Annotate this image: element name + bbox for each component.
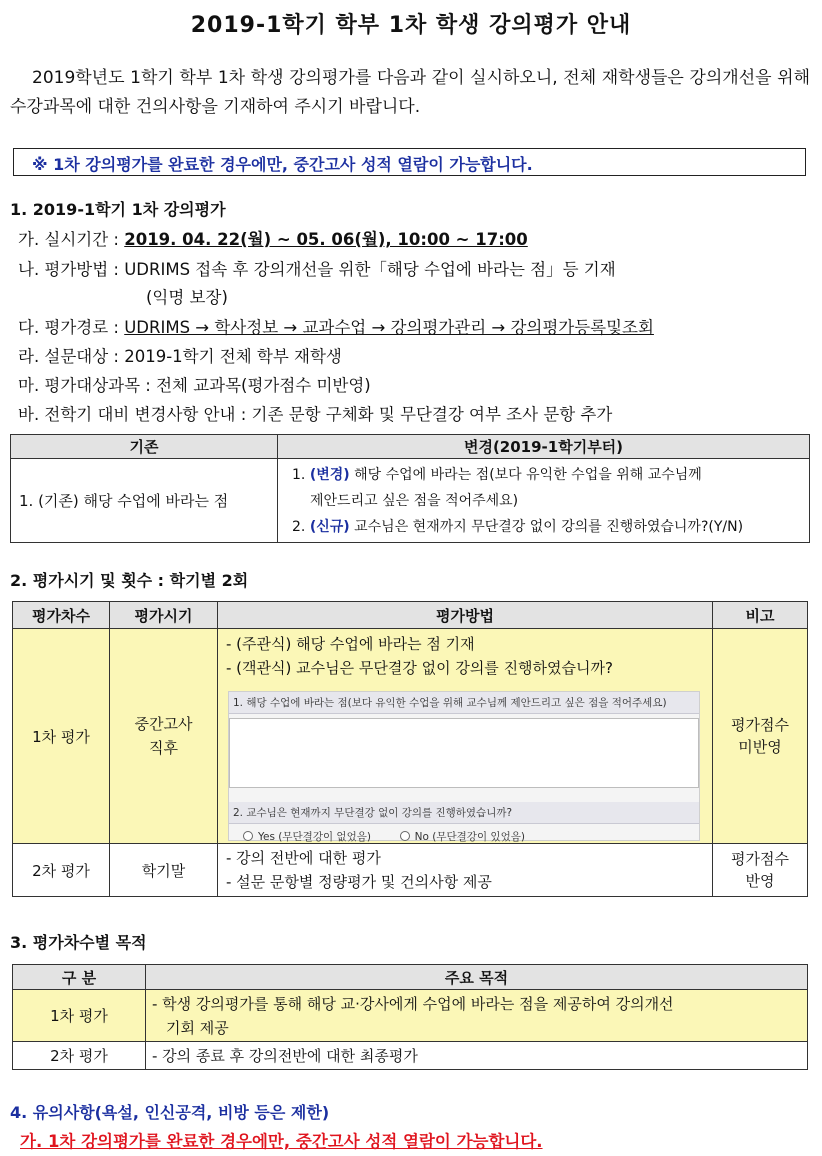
notice-text: ※ 1차 강의평가를 완료한 경우에만, 중간고사 성적 열람이 가능합니다.: [32, 155, 533, 174]
period-value: 2019. 04. 22(월) ~ 05. 06(월), 10:00 ~ 17:00: [124, 230, 528, 249]
radio-yes-icon: [243, 831, 253, 841]
row2-timing: 학기말: [110, 844, 218, 897]
route-label: 다. 평가경로 :: [18, 318, 125, 337]
mock-yes: Yes (무단결강이 없었음): [258, 831, 371, 843]
section4-item: 가. 1차 강의평가를 완료한 경우에만, 중간고사 성적 열람이 가능합니다.: [20, 1132, 543, 1151]
section1-heading: 1. 2019-1학기 1차 강의평가: [10, 200, 226, 219]
purpose-header-category: 구 분: [13, 965, 146, 990]
old-item: 1. (기존) 해당 수업에 바라는 점: [19, 492, 229, 510]
schedule-header-timing: 평가시기: [110, 602, 218, 629]
row2-order: 2차 평가: [13, 844, 110, 897]
purpose-row2-text: - 강의 종료 후 강의전반에 대한 최종평가: [146, 1042, 808, 1070]
section4-heading: 4. 유의사항(욕설, 인신공격, 비방 등은 제한): [10, 1103, 330, 1122]
period-label: 가. 실시기간 :: [18, 230, 125, 249]
method-item: [18, 256, 616, 280]
new-item-1-cont: 제안드리고 싶은 점을 적어주세요): [310, 492, 519, 509]
change-table-new-cell: [278, 459, 810, 543]
change-table: [10, 434, 810, 543]
change-item: 바. 전학기 대비 변경사항 안내 : 기존 문항 구체화 및 무단결강 여부 조사 문항 추가: [18, 405, 613, 424]
page-title: 2019-1학기 학부 1차 학생 강의평가 안내: [190, 13, 632, 38]
schedule-header-method: 평가방법: [218, 602, 713, 629]
purpose-row1-label: 1차 평가: [13, 990, 146, 1042]
mock-textarea: [229, 718, 699, 788]
purpose-table: [12, 964, 808, 1070]
change-table-header-new: 변경(2019-1학기부터): [278, 435, 810, 459]
change-table-old-cell: [11, 459, 278, 543]
mock-question-2: 2. 교수님은 현재까지 무단결강 없이 강의를 진행하였습니까?: [229, 802, 699, 824]
row1-method-text: - (주관식) 해당 수업에 바라는 점 기재 - (객관식) 교수님은 무단결강 없이 강의를 진행하였습니까?: [226, 635, 613, 677]
new-item-2: 2. (신규) 교수님은 현재까지 무단결강 없이 강의를 진행하였습니까?(Y/N): [292, 518, 744, 535]
radio-no-icon: [400, 831, 410, 841]
new-item-1: 1. (변경) 해당 수업에 바라는 점(보다 유익한 수업을 위해 교수님께: [292, 466, 702, 483]
row2-note: 평가점수 반영: [713, 844, 808, 897]
mock-no: No (무단결강이 있었음): [414, 831, 525, 843]
survey-form-mockup: [228, 691, 700, 841]
route-value: UDRIMS → 학사정보 → 교과수업 → 강의평가관리 → 강의평가등록및조회: [124, 318, 654, 337]
schedule-header-note: 비고: [713, 602, 808, 629]
change-table-header-old: 기존: [11, 435, 278, 459]
row1-order: 1차 평가: [13, 629, 110, 844]
route-item: [18, 314, 654, 338]
period-item: [18, 226, 528, 250]
mock-question-1: 1. 해당 수업에 바라는 점(보다 유익한 수업을 위해 교수님께 제안드리고 싶은 점을 적어주세요): [229, 692, 699, 714]
schedule-header-order: 평가차수: [13, 602, 110, 629]
purpose-header-purpose: 주요 목적: [146, 965, 808, 990]
section3-heading: 3. 평가차수별 목적: [10, 933, 147, 952]
mock-radio-group: [229, 824, 699, 844]
method-label: 나. 평가방법 :: [18, 260, 125, 279]
changed-tag: (변경): [309, 466, 350, 483]
target-item: 라. 설문대상 : 2019-1학기 전체 학부 재학생: [18, 347, 342, 366]
intro-paragraph: 2019학년도 1학기 학부 1차 학생 강의평가를 다음과 같이 실시하오니, 전체 재학생들은 강의개선을 위해 수강과목에 대한 건의사항을 기재하여 주시기 바랍니다.: [10, 68, 810, 117]
row1-note: 평가점수 미반영: [713, 629, 808, 844]
method-value: UDRIMS 접속 후 강의개선을 위한「해당 수업에 바라는 점」등 기재: [124, 260, 616, 279]
notice-box: [13, 148, 806, 176]
new-tag: (신규): [309, 518, 350, 535]
method-note: (익명 보장): [146, 288, 228, 307]
row1-timing: 중간고사 직후: [110, 629, 218, 844]
purpose-row1-text: - 학생 강의평가를 통해 해당 교·강사에게 수업에 바라는 점을 제공하여 강의개선 기회 제공: [146, 990, 808, 1042]
subject-item: 마. 평가대상과목 : 전체 교과목(평가점수 미반영): [18, 376, 371, 395]
row2-method: - 강의 전반에 대한 평가 - 설문 문항별 정량평가 및 건의사항 제공: [218, 844, 713, 897]
schedule-table: [12, 601, 808, 897]
purpose-row2-label: 2차 평가: [13, 1042, 146, 1070]
row1-method: [218, 629, 713, 844]
section2-heading: 2. 평가시기 및 횟수 : 학기별 2회: [10, 571, 249, 590]
